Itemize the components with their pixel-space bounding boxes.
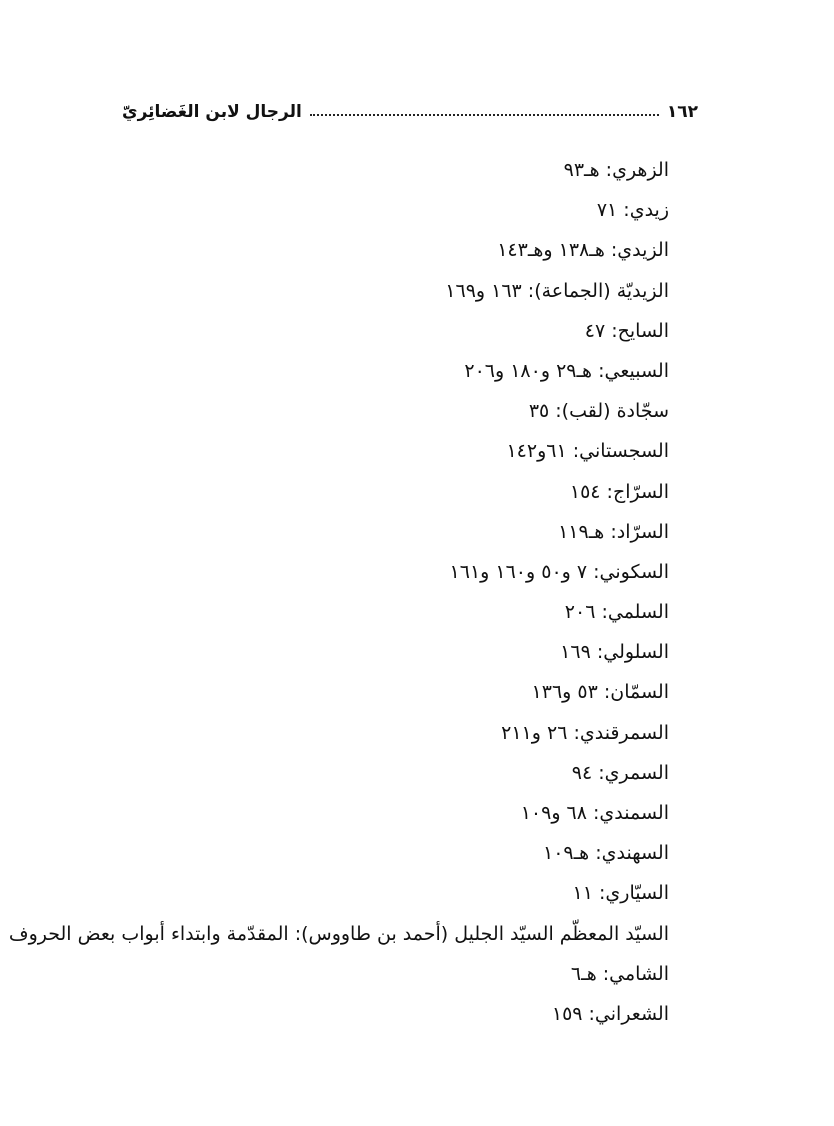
index-entries-list — [8, 150, 669, 1034]
index-entry: الزهري: هـ٩٣ — [563, 159, 669, 181]
index-entry: السرّاد: هـ١١٩ — [558, 520, 669, 543]
index-entry: السيّاري: ١١ — [572, 882, 669, 905]
index-entry: السايح: ٤٧ — [584, 319, 669, 342]
dotted-leader — [310, 114, 659, 116]
index-entry: السبيعي: هـ٢٩ و١٨٠ و٢٠٦ — [464, 359, 669, 382]
running-header — [122, 98, 698, 126]
page-number: ١٦٢ — [666, 102, 698, 122]
index-entry: الشعراني: ١٥٩ — [551, 1002, 669, 1025]
index-entry: السمندي: ٦٨ و١٠٩ — [520, 802, 669, 824]
index-entry: السلمي: ٢٠٦ — [564, 601, 669, 624]
index-entry: السيّد المعظّم السيّد الجليل (أحمد بن طاووس): المقدّمة وابتداء أبواب بعض الحروف — [8, 922, 669, 945]
index-entry: السلولي: ١٦٩ — [560, 641, 669, 664]
index-entry: السرّاج: ١٥٤ — [569, 480, 669, 503]
index-entry: زيدي: ٧١ — [596, 199, 669, 222]
index-entry: السمري: ٩٤ — [571, 761, 669, 784]
index-entry: سجّادة (لقب): ٣٥ — [528, 400, 669, 423]
index-entry: الشامي: هـ٦ — [570, 962, 669, 985]
running-title: الرجال لابن الغَضائِريّ — [122, 102, 302, 122]
index-entry: السمرقندي: ٢٦ و٢١١ — [501, 721, 669, 744]
index-entry: الزيديّة (الجماعة): ١٦٣ و١٦٩ — [445, 279, 669, 302]
index-entry: السكوني: ٧ و٥٠ و١٦٠ و١٦١ — [449, 560, 669, 583]
index-entry: السهندي: هـ١٠٩ — [542, 842, 669, 865]
index-entry: السجستاني: ٦١و١٤٢ — [506, 440, 669, 463]
index-entry: الزيدي: هـ١٣٨ وهـ١٤٣ — [497, 239, 669, 262]
index-entry: السمّان: ٥٣ و١٣٦ — [531, 681, 669, 704]
